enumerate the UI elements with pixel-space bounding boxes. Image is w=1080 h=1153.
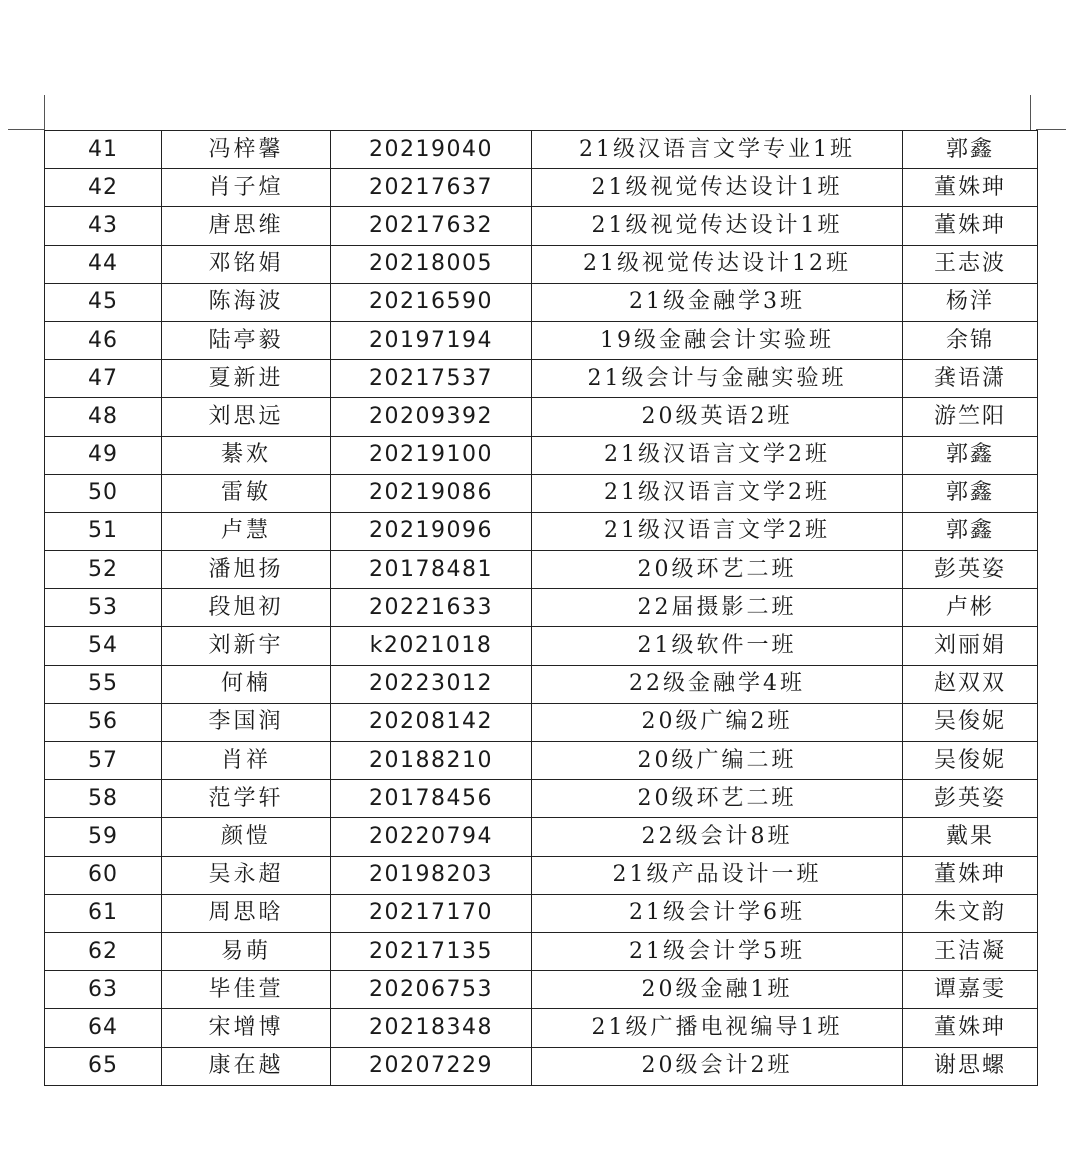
row-number: 50 bbox=[45, 474, 162, 512]
class-name: 22届摄影二班 bbox=[532, 589, 903, 627]
class-name: 20级环艺二班 bbox=[532, 551, 903, 589]
teacher-name: 郭鑫 bbox=[903, 131, 1038, 169]
class-name: 20级环艺二班 bbox=[532, 780, 903, 818]
student-id: k2021018 bbox=[331, 627, 532, 665]
table-row bbox=[45, 971, 1038, 1009]
row-number: 46 bbox=[45, 321, 162, 359]
row-number: 52 bbox=[45, 551, 162, 589]
class-name: 21级汉语言文学2班 bbox=[532, 436, 903, 474]
row-number: 61 bbox=[45, 894, 162, 932]
student-name: 刘新宇 bbox=[162, 627, 331, 665]
student-id: 20178481 bbox=[331, 551, 532, 589]
table-row bbox=[45, 131, 1038, 169]
row-number: 59 bbox=[45, 818, 162, 856]
student-name: 颜愷 bbox=[162, 818, 331, 856]
student-name: 刘思远 bbox=[162, 398, 331, 436]
row-number: 44 bbox=[45, 245, 162, 283]
class-name: 21级汉语言文学专业1班 bbox=[532, 131, 903, 169]
student-name: 范学轩 bbox=[162, 780, 331, 818]
class-name: 19级金融会计实验班 bbox=[532, 321, 903, 359]
student-name: 易萌 bbox=[162, 932, 331, 970]
row-number: 55 bbox=[45, 665, 162, 703]
table-row bbox=[45, 703, 1038, 741]
row-number: 54 bbox=[45, 627, 162, 665]
class-name: 22级会计8班 bbox=[532, 818, 903, 856]
table-row bbox=[45, 1047, 1038, 1085]
student-id: 20218348 bbox=[331, 1009, 532, 1047]
row-number: 57 bbox=[45, 742, 162, 780]
table-row bbox=[45, 360, 1038, 398]
student-id: 20198203 bbox=[331, 856, 532, 894]
teacher-name: 游竺阳 bbox=[903, 398, 1038, 436]
student-id: 20219096 bbox=[331, 512, 532, 550]
class-name: 22级金融学4班 bbox=[532, 665, 903, 703]
row-number: 42 bbox=[45, 169, 162, 207]
student-name: 陆亭毅 bbox=[162, 321, 331, 359]
student-id: 20209392 bbox=[331, 398, 532, 436]
teacher-name: 卢彬 bbox=[903, 589, 1038, 627]
student-id: 20207229 bbox=[331, 1047, 532, 1085]
student-id: 20217537 bbox=[331, 360, 532, 398]
student-id: 20218005 bbox=[331, 245, 532, 283]
class-name: 21级汉语言文学2班 bbox=[532, 512, 903, 550]
teacher-name: 董姝珅 bbox=[903, 169, 1038, 207]
teacher-name: 王志波 bbox=[903, 245, 1038, 283]
teacher-name: 吴俊妮 bbox=[903, 703, 1038, 741]
table-row bbox=[45, 398, 1038, 436]
class-name: 20级广编二班 bbox=[532, 742, 903, 780]
crop-mark-left bbox=[8, 129, 45, 130]
student-id: 20219040 bbox=[331, 131, 532, 169]
teacher-name: 杨洋 bbox=[903, 283, 1038, 321]
student-id: 20219100 bbox=[331, 436, 532, 474]
student-name: 康在越 bbox=[162, 1047, 331, 1085]
row-number: 65 bbox=[45, 1047, 162, 1085]
class-name: 21级视觉传达设计1班 bbox=[532, 207, 903, 245]
student-name: 卢慧 bbox=[162, 512, 331, 550]
table-row bbox=[45, 818, 1038, 856]
teacher-name: 董姝珅 bbox=[903, 856, 1038, 894]
student-name: 邓铭娟 bbox=[162, 245, 331, 283]
teacher-name: 谢思螺 bbox=[903, 1047, 1038, 1085]
teacher-name: 刘丽娟 bbox=[903, 627, 1038, 665]
class-name: 21级会计与金融实验班 bbox=[532, 360, 903, 398]
student-id: 20219086 bbox=[331, 474, 532, 512]
row-number: 64 bbox=[45, 1009, 162, 1047]
row-number: 51 bbox=[45, 512, 162, 550]
table-row bbox=[45, 780, 1038, 818]
class-name: 21级广播电视编导1班 bbox=[532, 1009, 903, 1047]
crop-mark-left-vertical bbox=[44, 95, 45, 130]
teacher-name: 吴俊妮 bbox=[903, 742, 1038, 780]
student-name: 綦欢 bbox=[162, 436, 331, 474]
teacher-name: 郭鑫 bbox=[903, 474, 1038, 512]
table-row bbox=[45, 207, 1038, 245]
table-row bbox=[45, 551, 1038, 589]
row-number: 63 bbox=[45, 971, 162, 1009]
teacher-name: 郭鑫 bbox=[903, 436, 1038, 474]
row-number: 43 bbox=[45, 207, 162, 245]
table-row bbox=[45, 665, 1038, 703]
row-number: 56 bbox=[45, 703, 162, 741]
table-row bbox=[45, 245, 1038, 283]
teacher-name: 王洁凝 bbox=[903, 932, 1038, 970]
table-row bbox=[45, 589, 1038, 627]
teacher-name: 朱文韵 bbox=[903, 894, 1038, 932]
class-name: 21级会计学5班 bbox=[532, 932, 903, 970]
crop-mark-right-vertical bbox=[1030, 95, 1031, 130]
teacher-name: 彭英姿 bbox=[903, 551, 1038, 589]
student-name: 潘旭扬 bbox=[162, 551, 331, 589]
class-name: 20级会计2班 bbox=[532, 1047, 903, 1085]
table-row bbox=[45, 856, 1038, 894]
student-id: 20216590 bbox=[331, 283, 532, 321]
class-name: 21级汉语言文学2班 bbox=[532, 474, 903, 512]
class-name: 20级金融1班 bbox=[532, 971, 903, 1009]
teacher-name: 赵双双 bbox=[903, 665, 1038, 703]
class-name: 20级广编2班 bbox=[532, 703, 903, 741]
student-name: 吴永超 bbox=[162, 856, 331, 894]
class-name: 21级产品设计一班 bbox=[532, 856, 903, 894]
table-row bbox=[45, 512, 1038, 550]
teacher-name: 董姝珅 bbox=[903, 207, 1038, 245]
student-id: 20223012 bbox=[331, 665, 532, 703]
table-row bbox=[45, 474, 1038, 512]
teacher-name: 彭英姿 bbox=[903, 780, 1038, 818]
student-id: 20197194 bbox=[331, 321, 532, 359]
teacher-name: 谭嘉雯 bbox=[903, 971, 1038, 1009]
student-name: 雷敏 bbox=[162, 474, 331, 512]
table-row bbox=[45, 169, 1038, 207]
student-name: 夏新进 bbox=[162, 360, 331, 398]
table-row bbox=[45, 742, 1038, 780]
table-row bbox=[45, 1009, 1038, 1047]
student-id: 20217637 bbox=[331, 169, 532, 207]
table-row bbox=[45, 932, 1038, 970]
class-name: 20级英语2班 bbox=[532, 398, 903, 436]
student-id: 20221633 bbox=[331, 589, 532, 627]
table-row bbox=[45, 894, 1038, 932]
student-id: 20220794 bbox=[331, 818, 532, 856]
table-row bbox=[45, 627, 1038, 665]
student-name: 唐思维 bbox=[162, 207, 331, 245]
student-name: 周思晗 bbox=[162, 894, 331, 932]
teacher-name: 董姝珅 bbox=[903, 1009, 1038, 1047]
class-name: 21级软件一班 bbox=[532, 627, 903, 665]
class-name: 21级金融学3班 bbox=[532, 283, 903, 321]
student-id: 20217632 bbox=[331, 207, 532, 245]
student-name: 李国润 bbox=[162, 703, 331, 741]
roster-body bbox=[45, 131, 1038, 1086]
row-number: 41 bbox=[45, 131, 162, 169]
student-name: 段旭初 bbox=[162, 589, 331, 627]
row-number: 53 bbox=[45, 589, 162, 627]
student-id: 20188210 bbox=[331, 742, 532, 780]
row-number: 45 bbox=[45, 283, 162, 321]
student-roster-table bbox=[44, 130, 1038, 1086]
student-name: 陈海波 bbox=[162, 283, 331, 321]
student-id: 20217170 bbox=[331, 894, 532, 932]
student-id: 20206753 bbox=[331, 971, 532, 1009]
student-id: 20208142 bbox=[331, 703, 532, 741]
student-id: 20178456 bbox=[331, 780, 532, 818]
class-name: 21级视觉传达设计1班 bbox=[532, 169, 903, 207]
student-id: 20217135 bbox=[331, 932, 532, 970]
table-row bbox=[45, 283, 1038, 321]
student-name: 何楠 bbox=[162, 665, 331, 703]
student-name: 宋增博 bbox=[162, 1009, 331, 1047]
student-name: 冯梓馨 bbox=[162, 131, 331, 169]
teacher-name: 戴果 bbox=[903, 818, 1038, 856]
teacher-name: 龚语潇 bbox=[903, 360, 1038, 398]
student-name: 肖祥 bbox=[162, 742, 331, 780]
table-row bbox=[45, 436, 1038, 474]
row-number: 62 bbox=[45, 932, 162, 970]
row-number: 48 bbox=[45, 398, 162, 436]
teacher-name: 余锦 bbox=[903, 321, 1038, 359]
student-name: 毕佳萱 bbox=[162, 971, 331, 1009]
class-name: 21级会计学6班 bbox=[532, 894, 903, 932]
teacher-name: 郭鑫 bbox=[903, 512, 1038, 550]
row-number: 49 bbox=[45, 436, 162, 474]
class-name: 21级视觉传达设计12班 bbox=[532, 245, 903, 283]
row-number: 60 bbox=[45, 856, 162, 894]
student-name: 肖子煊 bbox=[162, 169, 331, 207]
row-number: 58 bbox=[45, 780, 162, 818]
crop-mark-right bbox=[1036, 129, 1066, 130]
row-number: 47 bbox=[45, 360, 162, 398]
table-row bbox=[45, 321, 1038, 359]
